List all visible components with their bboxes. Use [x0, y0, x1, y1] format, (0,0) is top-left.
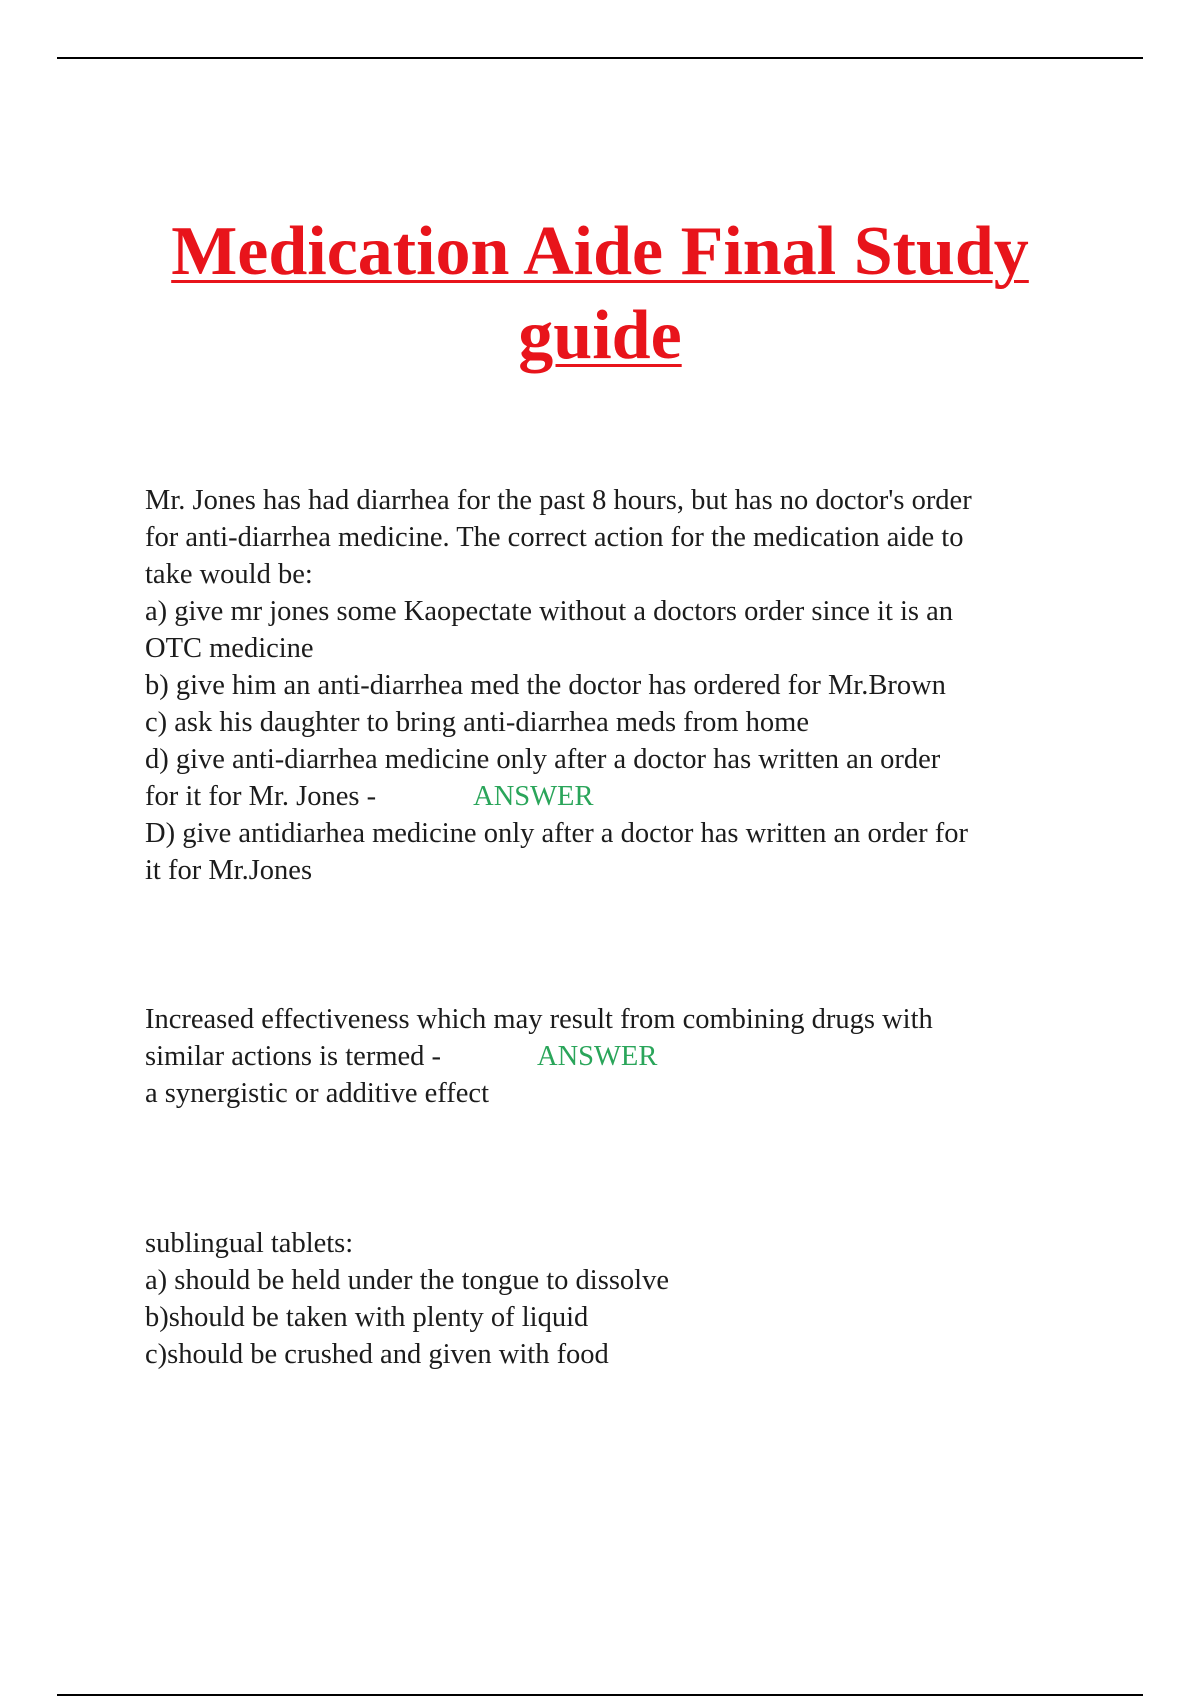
option-a: a) should be held under the tongue to dissolve [145, 1265, 669, 1296]
answer-label: ANSWER [537, 1041, 658, 1072]
option-b: b) give him an anti-diarrhea med the doctor has ordered for Mr.Brown [145, 670, 946, 701]
option-d-continued: for it for Mr. Jones - [145, 781, 377, 812]
option-b: b)should be taken with plenty of liquid [145, 1302, 589, 1333]
title-line-1: Medication Aide Final Study [171, 213, 1029, 290]
answer-text: a synergistic or additive effect [145, 1078, 489, 1109]
option-d: d) give anti-diarrhea medicine only after a doctor has written an order [145, 744, 941, 775]
question-line: Increased effectiveness which may result from combining drugs with [145, 1004, 933, 1035]
header-rule [57, 57, 1143, 59]
question-1 [145, 482, 1100, 889]
question-line-end: similar actions is termed - [145, 1041, 442, 1072]
document-title [100, 210, 1100, 378]
question-line: Mr. Jones has had diarrhea for the past 8 hours, but has no doctor's order [145, 485, 972, 516]
question-2 [145, 1001, 1100, 1112]
answer-text: it for Mr.Jones [145, 855, 313, 886]
question-line: take would be: [145, 559, 313, 590]
footer-rule [57, 1694, 1143, 1696]
option-a: a) give mr jones some Kaopectate without a doctors order since it is an [145, 596, 954, 627]
answer-line [145, 1038, 1100, 1075]
answer-line [145, 778, 1100, 815]
question-3 [145, 1225, 1100, 1373]
option-c: c) ask his daughter to bring anti-diarrhea meds from home [145, 707, 810, 738]
title-line-2: guide [518, 297, 682, 374]
question-line: sublingual tablets: [145, 1228, 354, 1259]
option-c: c)should be crushed and given with food [145, 1339, 609, 1370]
answer-text: D) give antidiarhea medicine only after a doctor has written an order for [145, 818, 968, 849]
question-line: for anti-diarrhea medicine. The correct action for the medication aide to [145, 522, 964, 553]
option-a-continued: OTC medicine [145, 633, 314, 664]
answer-label: ANSWER [473, 781, 594, 812]
